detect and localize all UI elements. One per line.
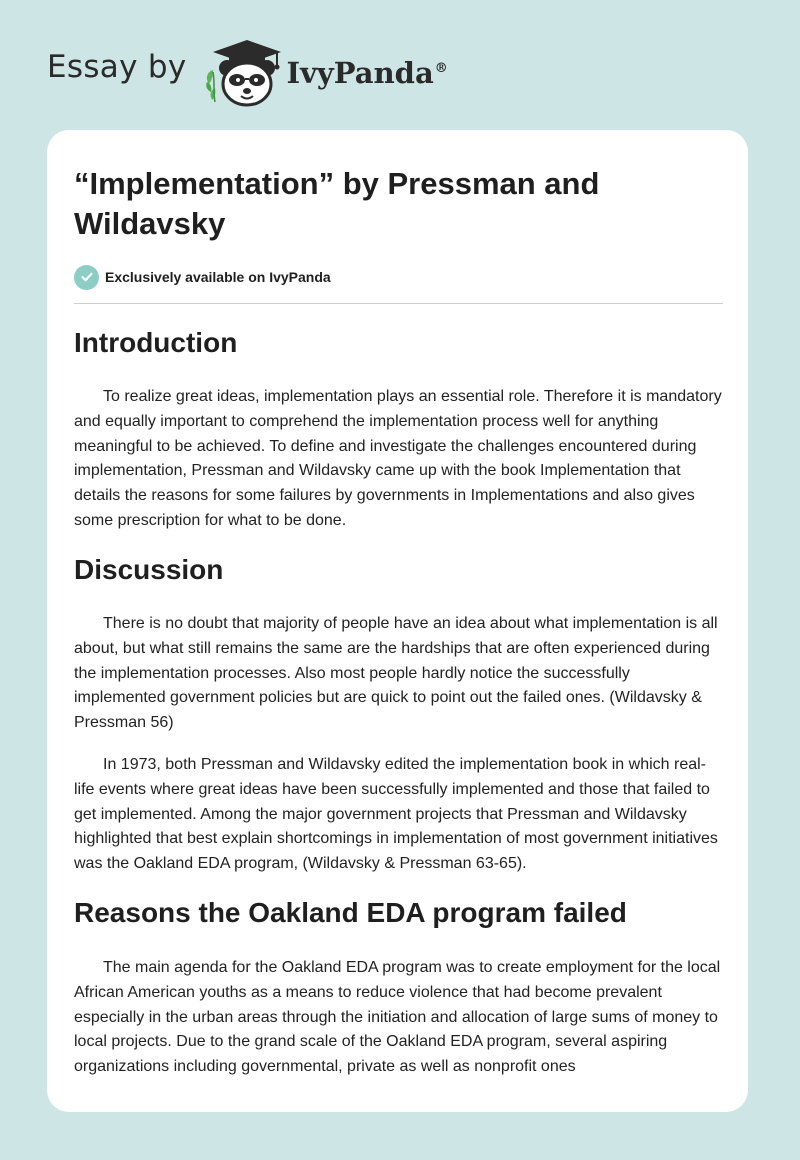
section-heading-introduction: Introduction	[74, 327, 238, 358]
divider	[74, 303, 723, 304]
paragraph: The main agenda for the Oakland EDA program was to create employment for the local African American youths as a means to reduce violence that had become prevalent especially in the urban areas through the initiation and allocation of large sums of money to local projects. Due to the grand scale of the Oakland EDA program, several aspiring organizations including governmental, private as well as nonprofit ones	[74, 959, 721, 1076]
exclusive-label: Exclusively available on IvyPanda	[105, 269, 331, 285]
check-circle-icon	[74, 265, 99, 290]
paragraph: To realize great ideas, implementation plays an essential role. Therefore it is mandatory and equally important to comprehend the implementation process well for anything meaningful to be achieved. To define and investigate the challenges encountered during implementation, Pressman and Wildavsky came up with the book Implementation that details the reasons for some failures by governments in Implementations and also gives some prescription for what to be done.	[74, 388, 722, 529]
paragraph: There is no doubt that majority of people have an idea about what implementation is all about, but what still remains the same are the hardships that are often experienced during the implementation processes. Also most people hardly notice the successfully implemented government policies but are quick to point out the failed ones. (Wildavsky & Pressman 56)	[74, 615, 718, 732]
paragraph: In 1973, both Pressman and Wildavsky edited the implementation book in which real-life events where great ideas have been successfully implemented and those that failed to get implemented. Among the major government projects that Pressman and Wildavsky highlighted that best explain shortcomings in implementation of most government initiatives was the Oakland EDA program, (Wildavsky & Pressman 63-65).	[74, 756, 718, 873]
brand-prefix: Essay by	[47, 49, 187, 85]
page-title: “Implementation” by Pressman and Wildavsky	[74, 166, 600, 241]
registered-mark: ®	[434, 61, 448, 77]
essay-card	[47, 130, 748, 1112]
section-heading-reasons: Reasons the Oakland EDA program failed	[74, 897, 627, 928]
exclusive-badge	[74, 264, 331, 290]
section-heading-discussion: Discussion	[74, 554, 224, 585]
panda-graduate-icon	[199, 36, 291, 108]
brand-header[interactable]	[47, 36, 448, 108]
brand-name: IvyPanda®	[286, 56, 448, 90]
